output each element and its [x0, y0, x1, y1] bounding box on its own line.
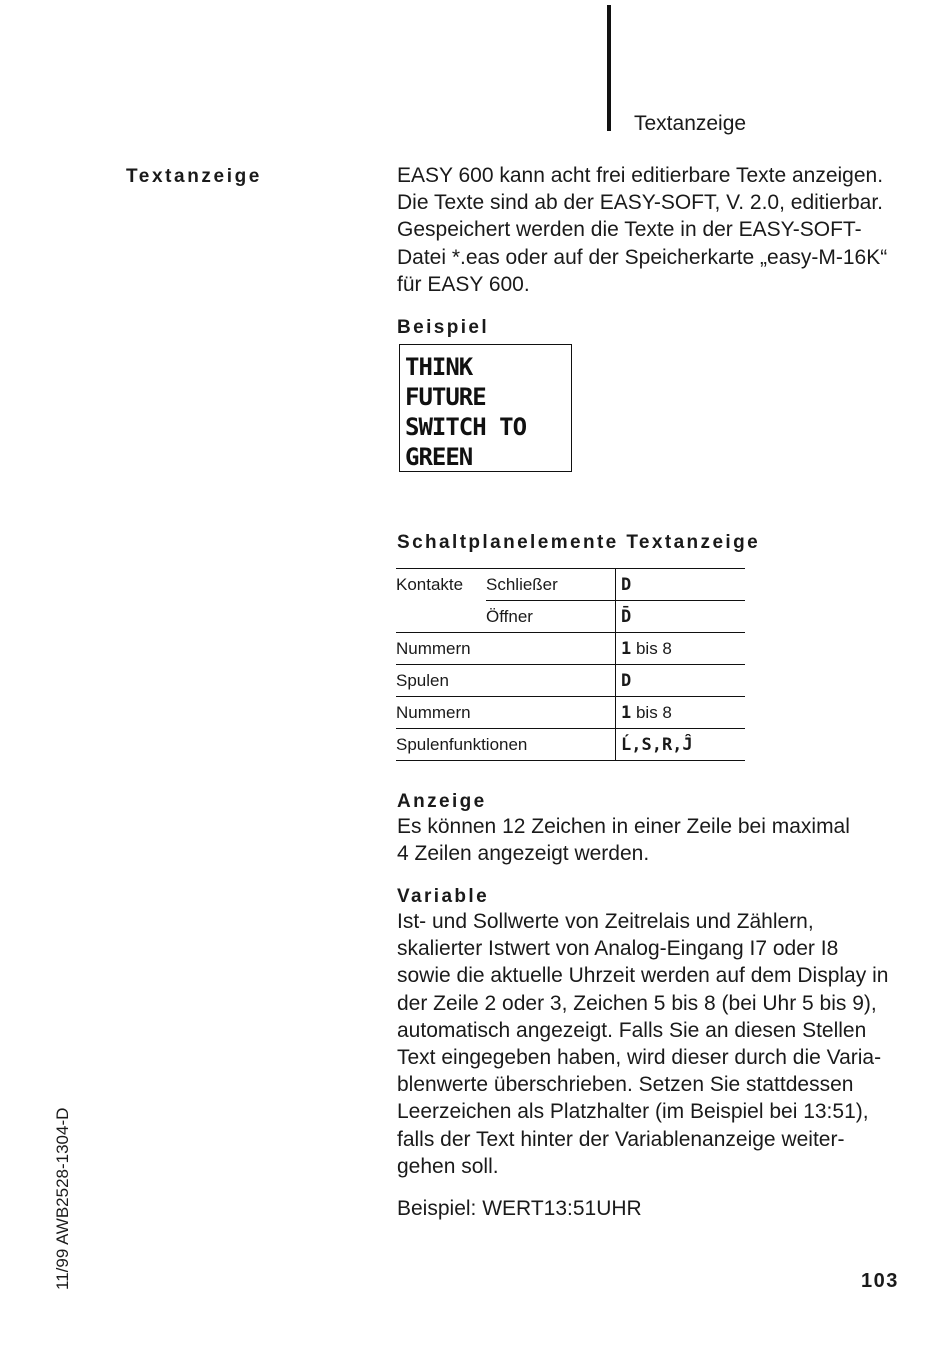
symbol-suffix: bis 8	[631, 702, 672, 722]
table-row	[396, 569, 745, 601]
anzeige-line: Es können 12 Zeichen in einer Zeile bei maximal	[397, 815, 850, 838]
table-cell-symbol	[616, 697, 746, 729]
table-row	[396, 633, 745, 665]
table-cell-symbol	[616, 729, 746, 761]
table-cell-symbol	[616, 665, 746, 697]
table-cell: Spulenfunktionen	[396, 729, 616, 761]
variable-line: Leerzeichen als Platzhalter (im Beispiel bei 13:51),	[397, 1100, 869, 1124]
intro-line: EASY 600 kann acht frei editierbare Texte anzeigen.	[397, 164, 884, 187]
table-cell: Öffner	[486, 601, 616, 633]
variable-heading: Variable	[397, 886, 490, 907]
running-header-title: Textanzeige	[634, 112, 747, 135]
table-cell-symbol	[616, 569, 746, 601]
page-number: 103	[861, 1270, 899, 1292]
table-cell: Spulen	[396, 665, 616, 697]
header-rule	[607, 5, 611, 131]
symbol-suffix: bis 8	[631, 638, 672, 658]
lcd-display-example	[399, 344, 572, 472]
anzeige-paragraph	[397, 813, 902, 867]
section-label: Textanzeige	[126, 166, 262, 187]
symbol: D	[621, 574, 632, 595]
intro-line: Gespeichert werden die Texte in der EASY-SOFT-	[397, 218, 862, 242]
table-cell	[396, 601, 486, 633]
table-cell: Schließer	[486, 569, 616, 601]
symbol: 1	[621, 702, 632, 723]
circuit-elements-table	[396, 568, 745, 761]
table-row	[396, 729, 745, 761]
document-id: 11/99 AWB2528-1304-D	[53, 1107, 72, 1290]
variable-line: Ist- und Sollwerte von Zeitrelais und Zählern,	[397, 910, 814, 933]
table-cell-symbol	[616, 633, 746, 665]
anzeige-line: 4 Zeilen angezeigt werden.	[397, 842, 650, 866]
variable-line: Text eingegeben haben, wird dieser durch die Varia-	[397, 1046, 882, 1070]
variable-paragraph	[397, 908, 902, 1180]
elements-table-heading: Schaltplanelemente Textanzeige	[397, 532, 761, 553]
table-row	[396, 665, 745, 697]
table-row	[396, 697, 745, 729]
anzeige-heading: Anzeige	[397, 791, 487, 812]
variable-example: Beispiel: WERT13:51UHR	[397, 1197, 642, 1220]
example-heading: Beispiel	[397, 317, 490, 338]
symbol: 1	[621, 638, 632, 659]
variable-line: blenwerte überschrieben. Setzen Sie stattdessen	[397, 1073, 854, 1097]
symbol: D̄	[621, 606, 632, 627]
table-cell: Nummern	[396, 697, 616, 729]
lcd-line: THINK	[405, 353, 473, 381]
variable-line: der Zeile 2 oder 3, Zeichen 5 bis 8 (bei Uhr 5 bis 9),	[397, 991, 877, 1015]
variable-line: gehen soll.	[397, 1154, 499, 1178]
variable-line: falls der Text hinter der Variablenanzeige weiter-	[397, 1127, 845, 1151]
table-cell: Nummern	[396, 633, 616, 665]
variable-line: automatisch angezeigt. Falls Sie an diesen Stellen	[397, 1018, 867, 1042]
table-cell: Kontakte	[396, 569, 486, 601]
variable-line: sowie die aktuelle Uhrzeit werden auf dem Display in	[397, 964, 889, 988]
lcd-line: FUTURE	[405, 383, 486, 411]
intro-paragraph	[397, 162, 902, 298]
symbol: D	[621, 670, 632, 691]
lcd-line: GREEN	[405, 443, 473, 471]
intro-line: Datei *.eas oder auf der Speicherkarte „easy-M-16K“	[397, 245, 888, 269]
table-cell-symbol	[616, 601, 746, 633]
table-row	[396, 601, 745, 633]
intro-line: für EASY 600.	[397, 272, 530, 296]
symbol: Ĺ,S,R,Ĵ	[621, 734, 693, 755]
intro-line: Die Texte sind ab der EASY-SOFT, V. 2.0, editierbar.	[397, 191, 883, 215]
lcd-line: SWITCH TO	[405, 413, 527, 441]
variable-line: skalierter Istwert von Analog-Eingang I7 oder I8	[397, 937, 839, 961]
